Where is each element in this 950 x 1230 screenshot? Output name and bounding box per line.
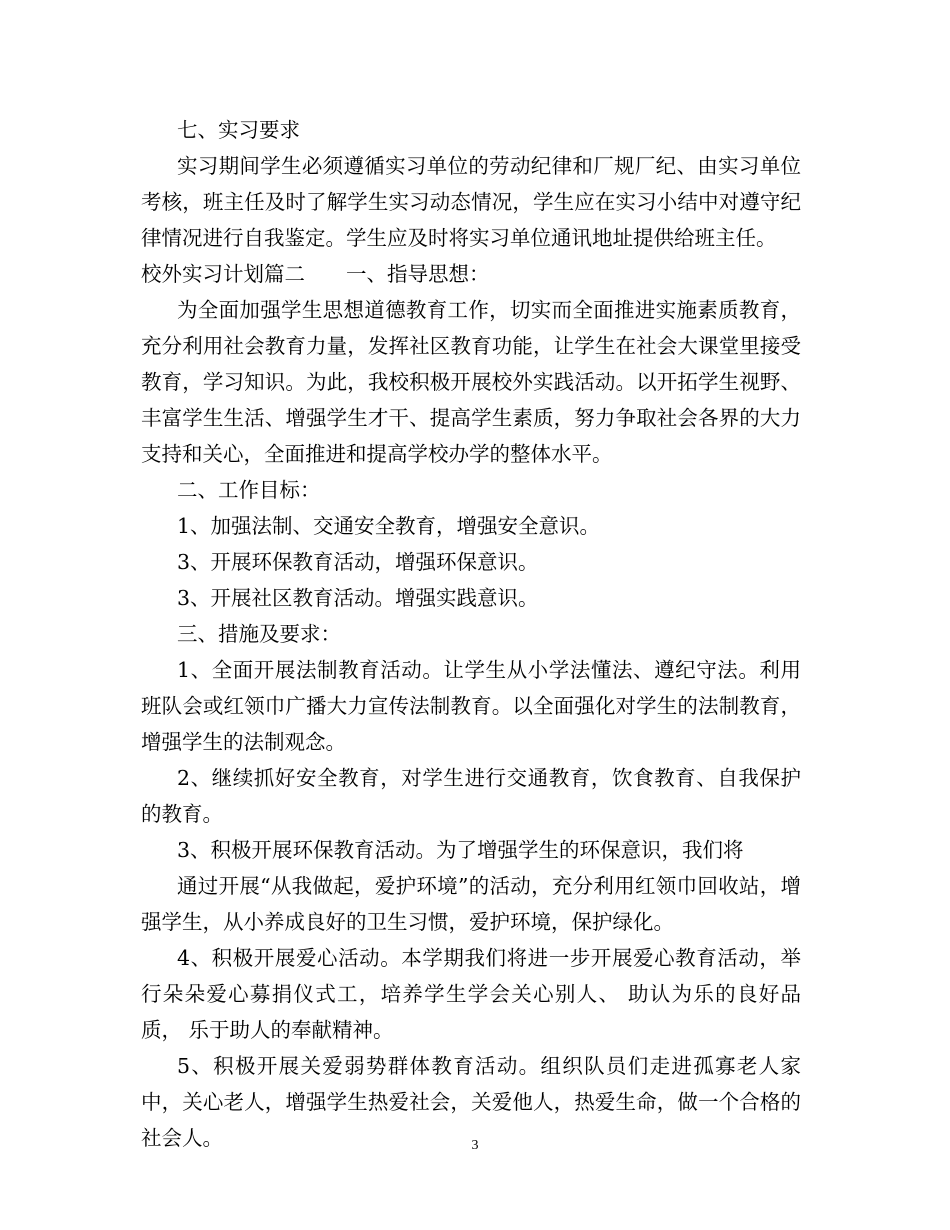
document-body [141,112,801,1156]
list-item-measure-4: 4、积极开展爱心活动。本学期我们将进一步开展爱心教育活动，举行朵朵爱心募捐仪式工，培养学生学会关心别人、 助认为乐的良好品质， 乐于助人的奉献精神。 [141,946,801,1042]
paragraph-environment-activity: 通过开展“从我做起，爱护环境”的活动，充分利用红领巾回收站，增强学生，从小养成良好的卫生习惯，爱护环境，保护绿化。 [141,874,801,934]
article-title-plan-two: 校外实习计划篇二 一、指导思想： [141,262,490,286]
list-item-goal-2: 3、开展环保教育活动，增强环保意识。 [177,550,539,574]
list-item-measure-1: 1、全面开展法制教育活动。让学生从小学法懂法、遵纪守法。利用班队会或红领巾广播大力宣传法制教育。以全面强化对学生的法制教育，增强学生的法制观念。 [141,658,801,754]
list-item-goal-1: 1、加强法制、交通安全教育，增强安全意识。 [177,514,601,538]
page-number: 3 [471,1138,479,1153]
section-heading-measures: 三、措施及要求： [177,622,341,646]
section-heading-work-goals: 二、工作目标： [177,478,321,502]
paragraph-guiding-ideology: 为全面加强学生思想道德教育工作，切实而全面推进实施素质教育，充分利用社会教育力量，发挥社区教育功能，让学生在社会大课堂里接受教育，学习知识。为此，我校积极开展校外实践活动。以开拓学生视野、丰富学生生活、增强学生才干、提高学生素质，努力争取社会各界的大力支持和关心，全面推进和提高学校办学的整体水平。 [141,298,801,466]
list-item-measure-2: 2、继续抓好安全教育，对学生进行交通教育，饮食教育、自我保护的教育。 [141,766,801,826]
list-item-measure-5: 5、积极开展关爱弱势群体教育活动。组织队员们走进孤寡老人家中，关心老人，增强学生热爱社会，关爱他人，热爱生命，做一个合格的社会人。 [141,1054,801,1150]
section-heading-internship-requirements: 七、实习要求 [177,118,300,142]
list-item-goal-3: 3、开展社区教育活动。增强实践意识。 [177,586,539,610]
paragraph-internship-discipline: 实习期间学生必须遵循实习单位的劳动纪律和厂规厂纪、由实习单位考核，班主任及时了解学生实习动态情况，学生应在实习小结中对遵守纪律情况进行自我鉴定。学生应及时将实习单位通讯地址提供给班主任。 [141,154,801,250]
list-item-measure-3: 3、积极开展环保教育活动。为了增强学生的环保意识，我们将 [177,838,744,862]
